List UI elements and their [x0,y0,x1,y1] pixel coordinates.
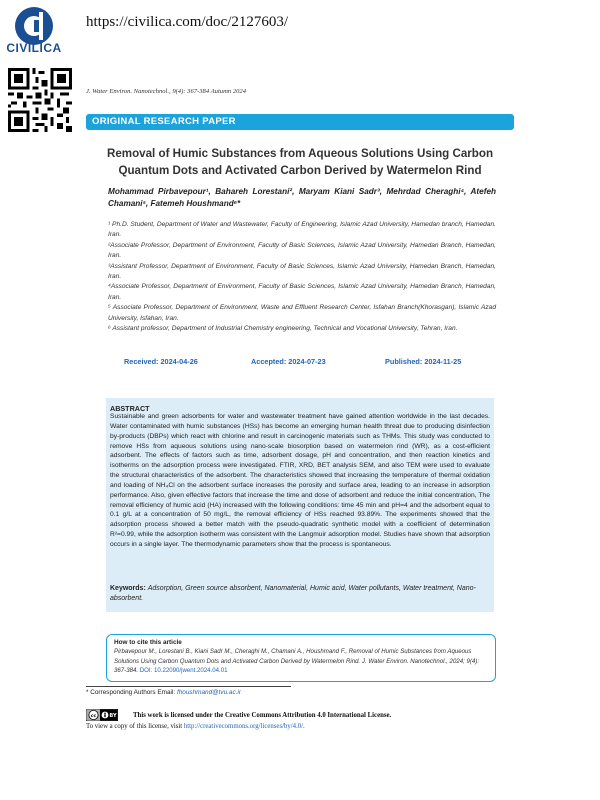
keywords-label: Keywords: [110,585,146,592]
svg-text:cc: cc [90,713,97,719]
affiliation-item: ⁶ Assistant professor, Department of Industrial Chemistry engineering, Technical and Vocational University, Tehran, Iran. [108,325,458,333]
corresponding-author [86,689,241,696]
keywords-list: Adsorption, Green source absorbent, Nanomaterial, Humic acid, Water pollutants, Water treatment, Nano-absorbent. [110,585,476,602]
citation-text [114,647,488,676]
abstract-heading: ABSTRACT [110,404,150,413]
document-url[interactable]: https://civilica.com/doc/2127603/ [86,14,289,30]
footnote-divider [86,686,291,687]
affiliations [108,220,496,334]
article-type-label: ORIGINAL RESEARCH PAPER [92,116,236,127]
article-type-banner [86,114,514,130]
keywords [110,584,490,604]
license-url-link[interactable]: http://creativecommons.org/licenses/by/4.0/. [183,723,305,730]
paper-title: Removal of Humic Substances from Aqueous Solutions Using Carbon Quantum Dots and Activated Carbon Derived by Watermelon Rind [106,147,494,177]
published-date: Published: 2024-11-25 [385,357,462,366]
affiliation-item: ²Associate Professor, Department of Environment, Faculty of Basic Sciences, Islamic Azad University, Hamedan Branch, Hamedan, Iran. [108,241,496,260]
doi-link[interactable]: DOI: 10.22090/jwent.2024.04.01 [139,667,228,675]
citation-heading: How to cite this article [114,639,182,646]
affiliation-item: ³Assistant Professor, Department of Environment, Faculty of Basic Sciences, Islamic Azad University, Hamedan Branch, Hamedan, Iran. [108,262,496,281]
citation-reference: Pirbavepour M., Lorestani B., Kiani Sadr M., Cheraghi M., Chamani A., Houshmand F., Removal of Humic Substances from Aqueous Solutions Using Carbon Quantum Dots and Activated Carbon Derived by Watermelon Rind. J. Water Environ. Nanotechnol., 2024; 9(4): 367-384. [114,648,480,675]
author-list: Mohammad Pirbavepour¹, Bahareh Lorestani², Maryam Kiani Sadr³, Mehrdad Cheraghi⁴, Atefeh Chamani⁵, Fatemeh Houshmand⁶* [108,187,496,208]
affiliation-item: ⁵ Associate Professor, Department of Environment, Waste and Effluent Research Center, Isfahan Branch(Khorasgan), Islamic Azad University, Isfahan, Iran. [108,304,496,322]
license-visit-prefix: To view a copy of this license, visit [86,723,184,730]
cc-by-license-icon[interactable] [86,709,118,721]
accepted-date: Accepted: 2024-07-23 [251,357,326,366]
qr-code-icon [8,68,72,132]
logo-text: CIVILICA [6,41,62,55]
corresponding-email[interactable]: fhoushmand@tvu.ac.ir [176,689,241,696]
abstract-text: Sustainable and green adsorbents for water and wastewater treatment have gained attention worldwide in the last decades. Water contaminated with humic substances (HSs) has become an emerging human health threat due to producing disinfection by-products (DBPs) which react with chlorine and result in carcinogenic materials such as THMs. This study was conducted to remove HSs from aqueous solutions using nano-scale biosorption based on watermelon rind (WR), as a cost-efficient adsorbent. The effects of factors such as time, adsorbent dosage, pH and concentration, and then reaction kinetics and isotherms on the adsorption process were investigated. FTIR, XRD, BET analysis SEM, and also TEM were used to evaluate the structural characteristics of the adsorbent. The characteristics showed that increasing the temperature of thermal oxidation and loading of NH₄Cl on the adsorbent surface increases the porosity and surface area, leading to an increase in adsorption performance. Also, given effective factors that increase the time and dose of adsorbent and reduce the initial concentration, The removal efficiency of humic acid (HA) increased with the following conditions: time 45 min and pH=4 and the adsorbent equal to 0.1 g/L at a concentration of 50 mg/L, the removal efficiency of HSs reached 93.89%. The experiments showed that the adsorption process showed a better match with the pseudo-quadratic synthetic model with a coefficient of determination R²=0.99, while the adsorption isotherm was consistent with the Langmuir adsorption model. Studies have shown that adsorption occurs in a single layer. The thermodynamic parameters show that the process is spontaneous. [110,413,490,548]
license-visit [86,723,305,730]
journal-citation-header: J. Water Environ. Nanotechnol., 9(4): 367-384 Autumn 2024 [86,88,247,95]
affiliation-item: ¹ Ph.D. Student, Department of Water and Wastewater, Faculty of Engineering, Islamic Azad University, Hamedan branch, Hamedan. Iran. [108,221,496,239]
affiliation-item: ⁴Associate Professor, Department of Environment, Faculty of Basic Sciences, Islamic Azad University, Hamedan Branch, Hamedan, Iran. [108,283,496,301]
corresponding-label: * Corresponding Authors Email: [86,689,176,696]
svg-text:BY: BY [109,713,117,719]
license-text: This work is licensed under the Creative Commons Attribution 4.0 International License. [133,712,392,719]
received-date: Received: 2024-04-26 [124,357,198,366]
